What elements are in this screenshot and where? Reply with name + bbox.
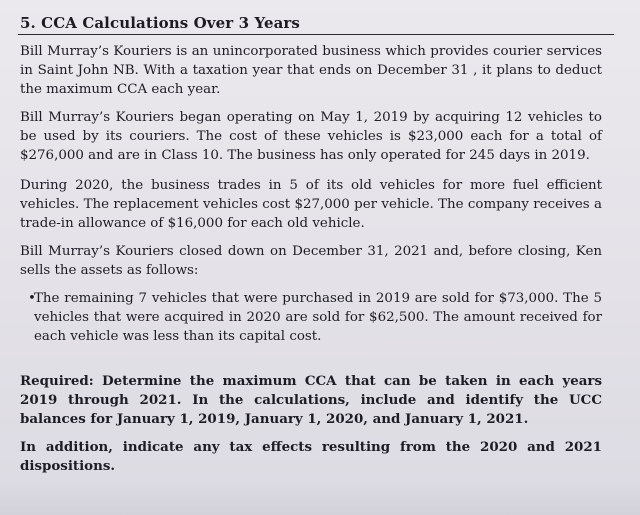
paragraph-trade-in: During 2020, the business trades in 5 of its old vehicles for more fuel efficient vehicles. The replacement vehicles cost $27,000 per vehicle. The company receives a trade-in allowance of $16,000 for each old vehicle. <box>20 178 602 231</box>
bullet-text: The remaining 7 vehicles that were purchased in 2019 are sold for $73,000. The 5 vehicles that were acquired in 2020 are sold for $62,500. The amount received for each vehicle was less than its capital cost. <box>34 291 602 344</box>
paragraph-closure: Bill Murray’s Kouriers closed down on December 31, 2021 and, before closing, Ken sells the assets as follows: <box>20 244 602 278</box>
page-shadow <box>0 478 640 515</box>
required-instructions: Required: Determine the maximum CCA that can be taken in each years 2019 through 2021. In the calculations, include and identify the UCC balances for January 1, 2019, January 1, 2020, and January 1, 2021. <box>20 373 602 427</box>
paragraph-business-description: Bill Murray’s Kouriers is an unincorporated business which provides courier services in Saint John NB. With a taxation year that ends on December 31 , it plans to deduct the maximum CCA each year. <box>20 44 602 97</box>
title-underline <box>18 34 614 35</box>
bullet-marker: • <box>28 291 36 306</box>
additional-instructions: In addition, indicate any tax effects resulting from the 2020 and 2021 dispositions. <box>20 439 602 474</box>
paragraph-vehicle-acquisition: Bill Murray’s Kouriers began operating on May 1, 2019 by acquiring 12 vehicles to be used by its couriers. The cost of these vehicles is $23,000 each for a total of $276,000 and are in Class 10. The business has only operated for 245 days in 2019. <box>20 110 602 163</box>
bullet-item-sales <box>28 289 602 346</box>
question-title: 5. CCA Calculations Over 3 Years <box>20 14 300 32</box>
